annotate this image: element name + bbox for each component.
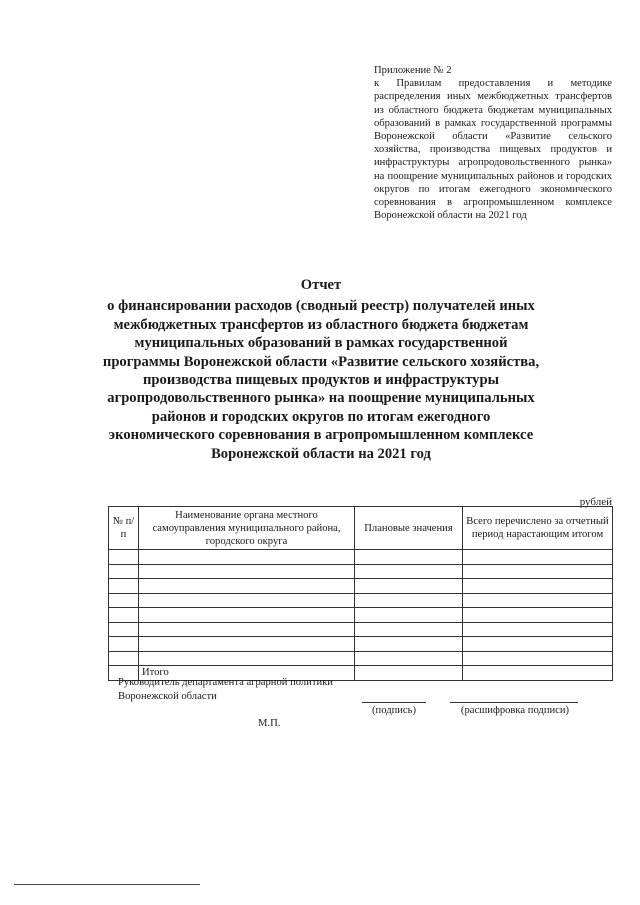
units-label: рублей xyxy=(579,496,612,508)
column-header-number: № п/п xyxy=(109,507,139,550)
total-label: Итого xyxy=(139,666,355,681)
stamp-label: М.П. xyxy=(258,718,281,729)
signatory-position: Руководитель департамента аграрной политики Воронежской области xyxy=(118,677,333,702)
signature-decode-caption: (расшифровка подписи) xyxy=(460,705,570,716)
signature-decode-line xyxy=(450,702,578,703)
column-header-planned: Плановые значения xyxy=(355,507,463,550)
signature-caption: (подпись) xyxy=(372,705,416,716)
annex-body: к Правилам предоставления и методике распределения иных межбюджетных трансфертов из областного бюджета бюджетам муниципальных образований в рамках государственной программы Воронежской области «Развитие сельского хозяйства, производства пищевых продуктов и инфраструктуры агропродовольственного рынка» на поощрение муниципальных районов и городских округов по итогам ежегодного экономического соревнования в агропромышленном комплексе Воронежской области на 2021 год xyxy=(374,78,612,222)
column-header-transferred: Всего перечислено за отчетный период нарастающим итогом xyxy=(463,507,613,550)
report-subtitle: о финансировании расходов (сводный реестр) получателей иных межбюджетных трансфертов из областного бюджета бюджетам муниципальных образований в рамках государственной программы Воронежской области «Развитие сельского хозяйства, производства пищевых продуктов и инфраструктуры агропродовольственного рынка» на поощрение муниципальных районов и городских округов по итогам ежегодного экономического соревнования в агропромышленном комплексе Воронежской области на 2021 год xyxy=(102,298,540,462)
annex-title: Приложение № 2 xyxy=(374,65,452,76)
report-title: Отчет xyxy=(300,277,342,293)
column-header-name: Наименование органа местного самоуправления муниципального района, городского округа xyxy=(139,507,355,550)
footer-divider xyxy=(14,884,200,885)
signature-line xyxy=(362,702,426,703)
